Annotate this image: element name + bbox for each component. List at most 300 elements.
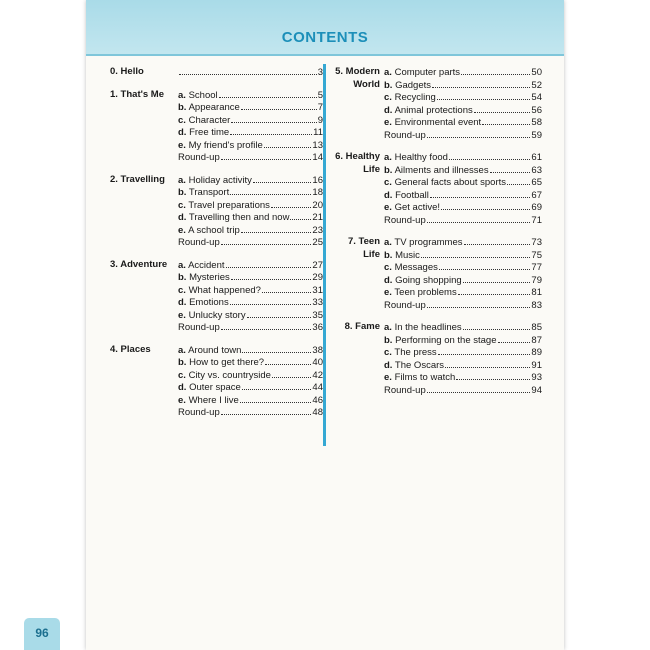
toc-row (110, 394, 323, 407)
entry-letter: a. (178, 259, 186, 271)
dot-leader (253, 174, 311, 183)
toc-row (110, 344, 323, 357)
entry-letter: a. (178, 174, 186, 186)
entry-page-number: 5 (317, 89, 323, 101)
entry-letter: e. (178, 394, 186, 406)
entry-page-number: 56 (531, 104, 542, 116)
entry-text: TV programmes (394, 237, 463, 248)
dot-leader (507, 176, 530, 185)
dot-leader (272, 369, 311, 378)
toc-entry[interactable] (178, 344, 323, 358)
toc-entry[interactable] (384, 116, 542, 130)
entry-text: Round-up (384, 214, 426, 226)
toc-entry[interactable] (178, 271, 323, 285)
entry-letter: b. (384, 249, 393, 261)
toc-entry[interactable] (384, 286, 542, 300)
entry-page-number: 65 (531, 177, 542, 188)
toc-unit (110, 89, 323, 164)
entry-letter: a. (384, 67, 392, 78)
dot-leader (221, 406, 312, 415)
unit-title: 3. Adventure (110, 258, 168, 270)
toc-entry[interactable] (178, 114, 323, 128)
entry-page-number: 33 (312, 297, 323, 308)
toc-row (110, 309, 323, 322)
dot-leader (456, 371, 530, 380)
entry-page-number: 63 (531, 164, 542, 176)
unit-title: 7. Teen Life (347, 236, 380, 260)
entry-page-number: 59 (531, 129, 542, 141)
dot-leader (262, 284, 311, 293)
toc-row (110, 356, 323, 369)
entry-letter: b. (384, 79, 393, 91)
header-divider (86, 54, 564, 56)
entry-text: Round-up (178, 152, 220, 163)
entry-page-number: 67 (531, 189, 542, 201)
dot-leader (241, 101, 317, 110)
entry-page-number: 50 (531, 67, 542, 78)
entry-text: Holiday activity (188, 174, 252, 186)
entry-letter: e. (384, 202, 392, 213)
entry-page-number: 36 (312, 322, 323, 333)
toc-row (330, 384, 542, 397)
entry-text: Healthy food (394, 152, 448, 163)
entry-page-number: 14 (312, 152, 323, 163)
toc-entry[interactable] (178, 309, 323, 323)
toc-row (110, 186, 323, 199)
entry-page-number: 69 (531, 202, 542, 213)
entry-letter: e. (178, 224, 186, 236)
entry-letter: b. (178, 272, 187, 283)
dot-leader (482, 116, 530, 125)
toc-entry[interactable] (178, 406, 323, 420)
entry-page-number: 20 (312, 199, 323, 211)
entry-letter: b. (384, 334, 393, 346)
toc-unit (110, 174, 323, 249)
toc-row (110, 151, 323, 164)
entry-text: Round-up (178, 407, 220, 418)
toc-row (330, 321, 542, 334)
dot-leader (264, 139, 312, 148)
entry-letter: c. (384, 262, 392, 273)
entry-letter: e. (178, 139, 186, 151)
toc-row (110, 406, 323, 419)
toc-entry[interactable] (178, 211, 323, 225)
unit-title: 4. Places (110, 343, 151, 355)
entry-page-number: 42 (312, 369, 323, 381)
entry-text: Free time (189, 127, 230, 138)
entry-text: Films to watch (394, 372, 456, 383)
dot-leader (427, 384, 531, 393)
entry-page-number: 91 (531, 359, 542, 371)
entry-label (178, 152, 220, 165)
toc-entry[interactable] (384, 189, 542, 203)
entry-text: Character (188, 114, 231, 126)
toc-row (330, 346, 542, 359)
toc-entry[interactable] (178, 369, 323, 383)
toc-entry[interactable] (384, 274, 542, 288)
entry-text: Mysteries (189, 272, 230, 283)
entry-letter: d. (178, 127, 187, 138)
dot-leader (474, 104, 531, 113)
toc-unit (330, 151, 542, 226)
entry-text: Performing on the stage (395, 334, 497, 346)
toc-row (110, 284, 323, 297)
toc-row (330, 79, 542, 92)
toc-entry[interactable] (384, 371, 542, 385)
dot-leader (458, 286, 531, 295)
toc-unit (330, 66, 542, 141)
entry-page-number: 58 (531, 117, 542, 128)
toc-row (110, 369, 323, 382)
entry-text: Round-up (384, 129, 426, 141)
entry-text: Gadgets (395, 79, 432, 91)
toc-entry[interactable] (178, 151, 323, 165)
toc-row (330, 371, 542, 384)
toc-entry[interactable] (384, 79, 542, 93)
entry-letter: a. (178, 89, 186, 101)
entry-text: In the headlines (394, 322, 462, 333)
dot-leader (230, 186, 311, 195)
entry-letter: d. (384, 189, 393, 201)
entry-page-number: 11 (313, 127, 323, 138)
dot-leader (463, 321, 531, 330)
entry-letter: d. (384, 104, 393, 116)
toc-entry[interactable] (178, 139, 323, 153)
toc-entry[interactable] (178, 284, 323, 298)
toc-entry[interactable] (178, 259, 323, 273)
entry-text: Animal protections (394, 104, 473, 116)
toc-entry[interactable] (384, 201, 542, 215)
entry-text: Travel preparations (188, 199, 270, 211)
toc-entry[interactable] (178, 296, 323, 310)
entry-letter: c. (178, 369, 186, 381)
entry-letter: c. (384, 92, 392, 103)
entry-page-number: 35 (312, 309, 323, 321)
toc-row (110, 139, 323, 152)
toc-row (330, 201, 542, 214)
toc-row (330, 176, 542, 189)
entry-letter: c. (384, 347, 392, 358)
dot-leader (221, 151, 312, 160)
toc-row (330, 91, 542, 104)
entry-text: Appearance (188, 102, 240, 113)
toc-entry[interactable] (178, 66, 323, 80)
entry-page-number: 31 (312, 284, 323, 296)
entry-text: Round-up (178, 322, 220, 333)
entry-text: Accident (188, 259, 225, 271)
toc-entry[interactable] (178, 174, 323, 188)
entry-letter: a. (384, 152, 392, 163)
dot-leader (221, 236, 312, 245)
entry-text: Round-up (178, 237, 220, 248)
toc-unit (110, 259, 323, 334)
toc-entry[interactable] (384, 236, 542, 250)
toc-entry[interactable] (384, 359, 542, 373)
entry-letter: b. (178, 187, 187, 198)
entry-letter: b. (178, 357, 187, 368)
toc-entry[interactable] (384, 104, 542, 118)
dot-leader (427, 214, 531, 223)
toc-entry[interactable] (178, 101, 323, 115)
entry-page-number: 29 (312, 272, 323, 283)
entry-page-number: 38 (312, 344, 323, 356)
toc-row (330, 104, 542, 117)
entry-page-number: 46 (312, 394, 323, 406)
toc-entry[interactable] (178, 394, 323, 408)
toc-entry[interactable] (384, 214, 542, 228)
entry-page-number: 25 (312, 237, 323, 248)
toc-entry[interactable] (178, 224, 323, 238)
entry-text: Round-up (384, 299, 426, 311)
entry-text: What happened? (188, 284, 261, 296)
dot-leader (241, 224, 312, 233)
entry-text: Get active! (394, 202, 440, 213)
entry-letter: c. (384, 177, 392, 188)
dot-leader (290, 211, 311, 220)
entry-letter: a. (178, 344, 186, 356)
toc-entry[interactable] (178, 321, 323, 335)
entry-letter: c. (178, 114, 186, 126)
entry-text: The Oscars (394, 359, 445, 371)
toc-entry[interactable] (384, 176, 542, 190)
entry-text: Messages (394, 262, 438, 273)
column-divider (323, 64, 326, 446)
dot-leader (179, 66, 317, 75)
toc-row (330, 189, 542, 202)
toc-row (330, 274, 542, 287)
toc-entry[interactable] (384, 91, 542, 105)
dot-leader (464, 236, 531, 245)
entry-page-number: 21 (312, 212, 323, 223)
entry-letter: e. (384, 287, 392, 298)
entry-letter: d. (178, 297, 187, 308)
toc-right-column (330, 66, 542, 406)
entry-letter: e. (178, 309, 186, 321)
entry-label (384, 130, 426, 143)
toc-entry[interactable] (384, 334, 542, 348)
entry-page-number: 16 (312, 174, 323, 186)
dot-leader (439, 261, 531, 270)
entry-page-number: 44 (312, 382, 323, 393)
book-page (86, 0, 564, 650)
entry-letter: d. (384, 274, 393, 286)
toc-row (110, 224, 323, 237)
unit-title: 0. Hello (110, 66, 144, 77)
toc-row (330, 129, 542, 142)
entry-text: Computer parts (394, 67, 461, 78)
entry-page-number: 77 (531, 262, 542, 273)
entry-letter: a. (384, 237, 392, 248)
entry-label (384, 385, 426, 398)
dot-leader (438, 346, 531, 355)
toc-entry[interactable] (384, 164, 542, 178)
toc-row (330, 261, 542, 274)
toc-row (110, 211, 323, 224)
entry-text: Unlucky story (188, 309, 246, 321)
dot-leader (437, 91, 531, 100)
entry-letter: d. (178, 382, 187, 393)
toc-row (110, 259, 323, 272)
unit-title: 2. Travelling (110, 173, 165, 185)
unit-title: 8. Fame (344, 321, 380, 332)
entry-text: Where I live (188, 394, 239, 406)
toc-entry[interactable] (178, 199, 323, 213)
entry-text: Music (395, 249, 420, 261)
entry-text: Emotions (189, 297, 229, 308)
entry-letter: e. (384, 372, 392, 383)
entry-text: Going shopping (395, 274, 462, 286)
dot-leader (226, 259, 312, 268)
entry-letter: d. (178, 212, 187, 223)
dot-leader (271, 199, 312, 208)
unit-title: 6. Healthy Life (335, 151, 380, 175)
toc-row (110, 321, 323, 334)
toc-entry[interactable] (384, 299, 542, 313)
dot-leader (498, 334, 531, 343)
entry-text: Around town (188, 344, 242, 356)
dot-leader (247, 309, 312, 318)
dot-leader (427, 129, 531, 138)
dot-leader (230, 296, 312, 305)
entry-page-number: 79 (531, 274, 542, 286)
dot-leader (221, 321, 312, 330)
entry-text: Travelling then and now (188, 212, 290, 223)
entry-label (178, 237, 220, 250)
entry-page-number: 75 (531, 249, 542, 261)
dot-leader (432, 79, 530, 88)
dot-leader (463, 274, 531, 283)
entry-page-number: 71 (531, 214, 542, 226)
entry-letter: a. (384, 322, 392, 333)
entry-page-number: 18 (312, 187, 323, 198)
entry-letter: c. (178, 199, 186, 211)
toc-row (110, 101, 323, 114)
toc-entry[interactable] (384, 66, 542, 80)
entry-label (384, 215, 426, 228)
entry-page-number: 48 (312, 407, 323, 418)
unit-title: 1. That's Me (110, 88, 164, 100)
toc-row (110, 89, 323, 102)
entry-page-number: 89 (531, 347, 542, 358)
dot-leader (430, 189, 531, 198)
entry-letter: b. (384, 164, 393, 176)
dot-leader (231, 271, 312, 280)
toc-entry[interactable] (178, 186, 323, 200)
entry-letter: b. (178, 102, 187, 113)
dot-leader (240, 394, 312, 403)
toc-entry[interactable] (384, 151, 542, 165)
entry-label (384, 300, 426, 313)
entry-text: Outer space (189, 382, 241, 393)
toc-row (110, 199, 323, 212)
page-number: 96 (35, 626, 49, 640)
entry-page-number: 13 (312, 139, 323, 151)
entry-page-number: 9 (317, 114, 323, 126)
toc-row (110, 66, 323, 79)
entry-page-number: 27 (312, 259, 323, 271)
entry-text: A school trip (188, 224, 240, 236)
toc-entry[interactable] (178, 126, 323, 140)
toc-row (110, 296, 323, 309)
dot-leader (231, 114, 316, 123)
dot-leader (427, 299, 531, 308)
entry-text: General facts about sports (394, 177, 506, 188)
toc-entry[interactable] (384, 384, 542, 398)
toc-row (330, 116, 542, 129)
entry-text: Transport (188, 187, 230, 198)
entry-page-number: 93 (531, 372, 542, 383)
dot-leader (265, 356, 311, 365)
entry-text: How to get there? (189, 357, 265, 368)
entry-page-number: 23 (312, 224, 323, 236)
toc-entry[interactable] (384, 261, 542, 275)
dot-leader (242, 381, 312, 390)
page-number-badge (24, 618, 60, 650)
entry-page-number: 7 (317, 102, 323, 113)
entry-text: Teen problems (394, 287, 457, 298)
toc-entry[interactable] (178, 236, 323, 250)
toc-entry[interactable] (178, 356, 323, 370)
toc-entry[interactable] (384, 321, 542, 335)
entry-text: Round-up (384, 384, 426, 396)
toc-row (110, 236, 323, 249)
toc-row (330, 286, 542, 299)
entry-page-number: 94 (531, 384, 542, 396)
entry-text: Football (395, 189, 429, 201)
toc-row (110, 381, 323, 394)
dot-leader (219, 89, 317, 98)
entry-page-number: 85 (531, 322, 542, 333)
toc-unit (330, 236, 542, 311)
toc-row (330, 164, 542, 177)
page-title: CONTENTS (281, 29, 369, 46)
toc-row (330, 359, 542, 372)
toc-unit (110, 344, 323, 419)
entry-label (178, 407, 220, 420)
entry-text: School (188, 89, 218, 101)
entry-text: My friend's profile (188, 139, 263, 151)
dot-leader (242, 344, 311, 353)
entry-text: City vs. countryside (188, 369, 271, 381)
dot-leader (461, 66, 530, 75)
entry-letter: c. (178, 284, 186, 296)
entry-text: Recycling (394, 92, 436, 103)
entry-page-number: 52 (531, 79, 542, 91)
entry-page-number: 81 (531, 287, 542, 298)
dot-leader (449, 151, 531, 160)
toc-row (330, 249, 542, 262)
entry-text: The press (394, 347, 437, 358)
dot-leader (230, 126, 312, 135)
toc-entry[interactable] (384, 346, 542, 360)
toc-entry[interactable] (178, 89, 323, 103)
unit-title: 5. Modern World (335, 66, 380, 90)
toc-row (110, 271, 323, 284)
toc-row (110, 126, 323, 139)
entry-text: Ailments and illnesses (394, 164, 489, 176)
toc-entry[interactable] (178, 381, 323, 395)
dot-leader (421, 249, 531, 258)
dot-leader (441, 201, 530, 210)
toc-row (330, 214, 542, 227)
toc-row (110, 114, 323, 127)
toc-entry[interactable] (384, 249, 542, 263)
entry-page-number: 73 (531, 237, 542, 248)
entry-page-number: 3 (317, 67, 323, 78)
toc-row (330, 299, 542, 312)
toc-entry[interactable] (384, 129, 542, 143)
toc-unit (110, 66, 323, 79)
